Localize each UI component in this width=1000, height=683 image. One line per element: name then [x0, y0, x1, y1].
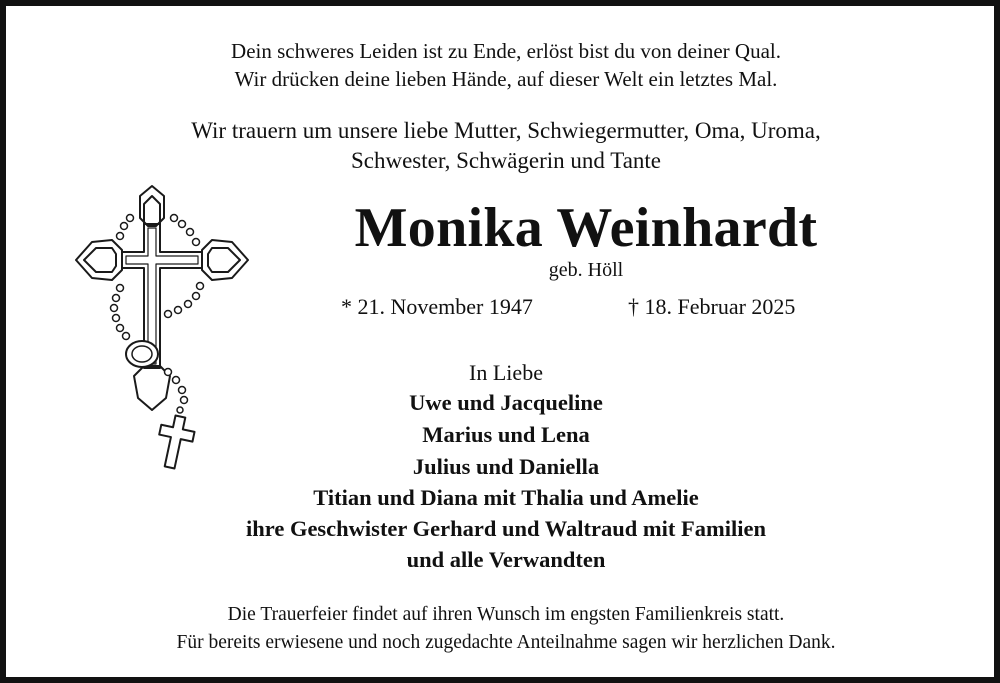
verse-line-1: Dein schweres Leiden ist zu Ende, erlöst bist du von deiner Qual.: [231, 39, 781, 63]
birth-date: * 21. November 1947: [341, 294, 533, 319]
mourner-line: ihre Geschwister Gerhard und Waltraud mit Familien: [245, 516, 766, 541]
footer-line-1: Die Trauerfeier findet auf ihren Wunsch im engsten Familienkreis statt.: [227, 604, 785, 625]
in-love-label: In Liebe: [469, 360, 543, 385]
death-date: † 18. Februar 2025: [628, 294, 796, 319]
mourner-line: Titian und Diana mit Thalia und Amelie: [313, 485, 699, 510]
deceased-name: Monika Weinhardt: [354, 197, 818, 259]
verse-line-2: Wir drücken deine lieben Hände, auf dieser Welt ein letztes Mal.: [234, 67, 778, 91]
mourner-line: Uwe und Jacqueline: [409, 390, 603, 415]
mourner-line: Julius und Daniella: [412, 454, 600, 479]
intro-line-1: Wir trauern um unsere liebe Mutter, Schwiegermutter, Oma, Uroma,: [191, 118, 821, 143]
mourner-line: Marius und Lena: [422, 422, 590, 447]
mourner-line: und alle Verwandten: [406, 547, 606, 572]
birth-name: geb. Höll: [548, 259, 624, 281]
footer-line-2: Für bereits erwiesene und noch zugedachte Anteilnahme sagen wir herzlichen Dank.: [176, 632, 836, 653]
intro-line-2: Schwester, Schwägerin und Tante: [350, 148, 662, 173]
